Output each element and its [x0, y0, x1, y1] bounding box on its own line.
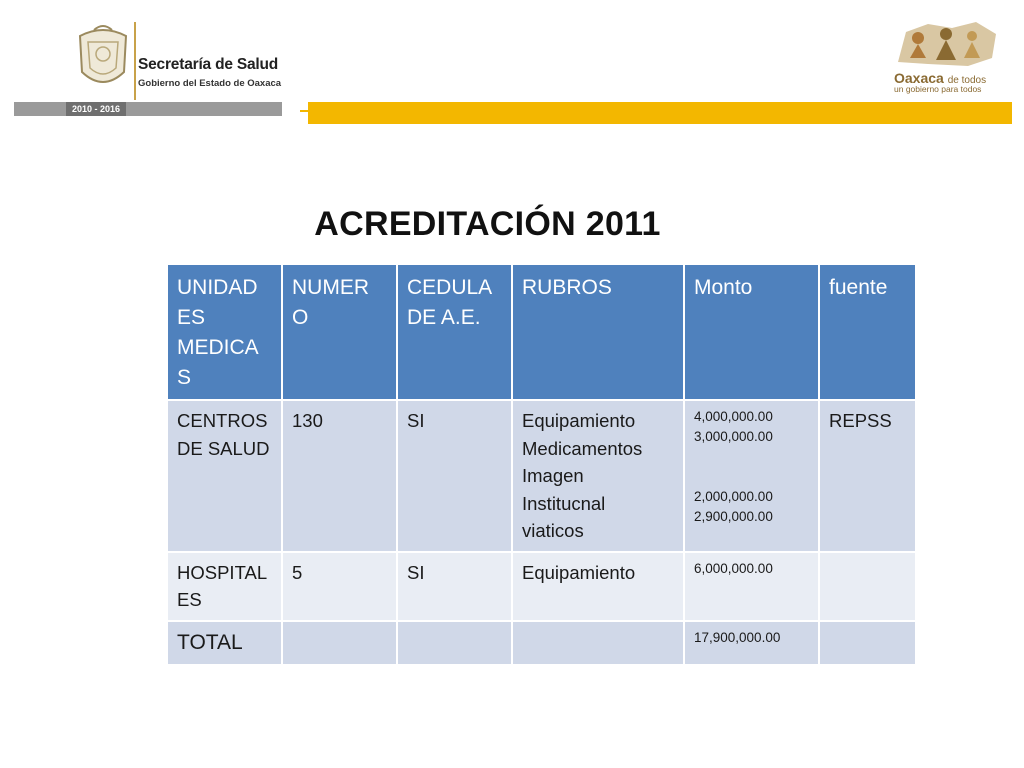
monto-item: 4,000,000.00 — [694, 409, 773, 424]
org-title: Secretaría de Salud — [138, 56, 279, 73]
header-numero: NUMER O — [282, 264, 397, 400]
cell-cedula: SI — [397, 400, 512, 552]
cell-empty — [512, 621, 684, 665]
cell-empty — [819, 621, 916, 665]
table-header-row — [167, 264, 916, 400]
rubro-item: Imagen — [522, 465, 584, 486]
cell-fuente — [819, 552, 916, 621]
table-row-total — [167, 621, 916, 665]
cell-rubros — [512, 400, 684, 552]
monto-item: 3,000,000.00 — [694, 429, 773, 444]
cell-numero: 130 — [282, 400, 397, 552]
cell-monto: 6,000,000.00 — [684, 552, 819, 621]
header-unidades-medicas: UNIDAD ES MEDICA S — [167, 264, 282, 400]
table-row — [167, 552, 916, 621]
rubro-item: Equipamiento — [522, 410, 636, 431]
cell-rubros: Equipamiento — [512, 552, 684, 621]
years-strip — [14, 102, 282, 116]
cell-fuente: REPSS — [819, 400, 916, 552]
rubro-item: Medicamentos — [522, 437, 643, 459]
monto-item: 2,900,000.00 — [694, 509, 773, 524]
logo-divider — [134, 22, 136, 100]
oaxaca-logo — [886, 18, 1006, 98]
page-title: ACREDITACIÓN 2011 — [314, 205, 661, 243]
rubro-item: viaticos — [522, 520, 584, 541]
cell-numero: 5 — [282, 552, 397, 621]
header-cedula: CEDULA DE A.E. — [397, 264, 512, 400]
state-seal-icon — [72, 22, 134, 94]
gold-header-bar — [308, 102, 1012, 124]
cell-empty — [397, 621, 512, 665]
header-monto: Monto — [684, 264, 819, 400]
cell-cedula: SI — [397, 552, 512, 621]
cell-unidad: HOSPITAL ES — [167, 552, 282, 621]
oaxaca-logo-de: de todos — [947, 75, 987, 86]
oaxaca-logo-tagline: un gobierno para todos — [894, 84, 982, 94]
cell-total-monto: 17,900,000.00 — [684, 621, 819, 665]
acreditacion-table — [166, 263, 917, 666]
rubro-item: Institucnal — [522, 492, 606, 514]
monto-item: 2,000,000.00 — [694, 489, 773, 504]
cell-unidad: CENTROS DE SALUD — [167, 400, 282, 552]
cell-monto — [684, 400, 819, 552]
years-label: 2010 - 2016 — [66, 102, 126, 116]
table-row — [167, 400, 916, 552]
header-rubros: RUBROS — [512, 264, 684, 400]
oaxaca-logo-name: Oaxaca de todos — [894, 70, 987, 86]
gold-bar-tick — [300, 110, 308, 112]
cell-empty — [282, 621, 397, 665]
oaxaca-figures-icon — [888, 18, 1004, 70]
org-subtitle: Gobierno del Estado de Oaxaca — [138, 78, 282, 89]
cell-total-label: TOTAL — [167, 621, 282, 665]
secretaria-logo — [14, 18, 304, 118]
header-fuente: fuente — [819, 264, 916, 400]
